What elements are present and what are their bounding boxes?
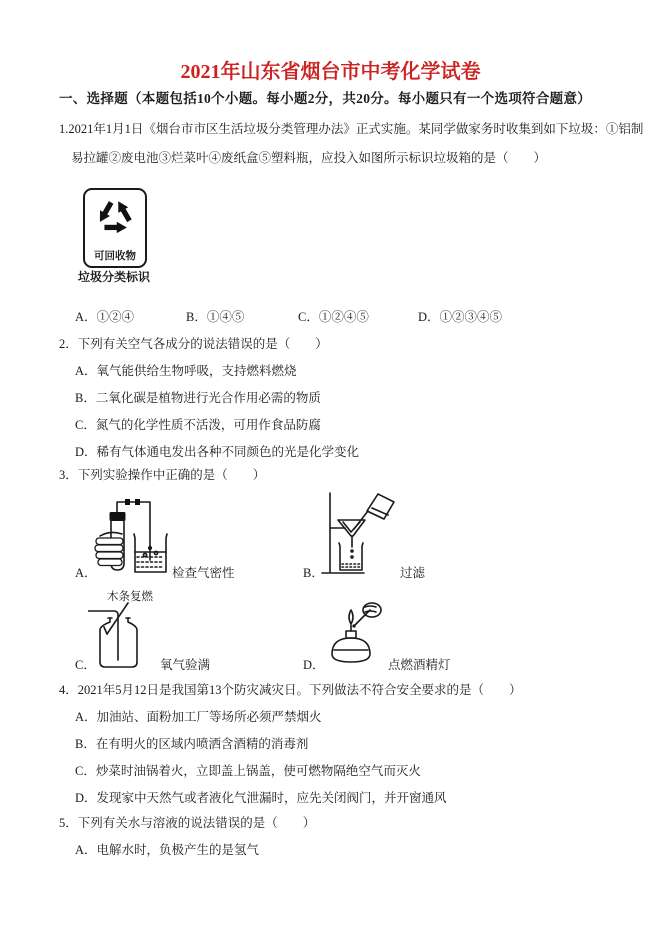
q3-option-a-label: A．: [75, 566, 97, 580]
q1-option-d: D．①②③④⑤: [418, 310, 503, 324]
airtightness-check-figure: [92, 492, 174, 576]
recycle-sign-box: [83, 188, 147, 268]
q3-option-b-caption: 过滤: [400, 566, 426, 580]
q3-option-c-label: C．: [75, 658, 96, 672]
q3-option-d-caption: 点燃酒精灯: [388, 658, 451, 672]
q4-option-a: A．加油站、面粉加工厂等场所必须严禁烟火: [75, 710, 322, 724]
q2-option-b: B．二氧化碳是植物进行光合作用必需的物质: [75, 391, 321, 405]
q2-option-c: C．氮气的化学性质不活泼，可用作食品防腐: [75, 418, 321, 432]
recycle-icon: [92, 194, 138, 238]
question-4-stem: 4．2021年5月12日是我国第13个防灾减灾日。下列做法不符合安全要求的是（ ）: [59, 683, 522, 697]
q3-option-b-label: B．: [303, 566, 324, 580]
q2-option-d: D．稀有气体通电发出各种不同颜色的光是化学变化: [75, 445, 360, 459]
q1-option-a: A．①②④: [75, 310, 135, 324]
q3-option-c-note: 木条复燃: [107, 591, 153, 603]
q3-option-c-caption: 氧气验满: [160, 658, 211, 672]
q2-option-a: A．氧气能供给生物呼吸，支持燃料燃烧: [75, 364, 297, 378]
q4-option-d: D．发现家中天然气或者液化气泄漏时，应先关闭阀门，并开窗通风: [75, 791, 447, 805]
q3-option-d-label: D．: [303, 658, 325, 672]
q4-option-b: B．在有明火的区域内喷洒含酒精的消毒剂: [75, 737, 309, 751]
alcohol-lamp-lighting-figure: [318, 598, 382, 670]
question-1-stem: 1.2021年1月1日《烟台市市区生活垃圾分类管理办法》正式实施。某同学做家务时收集到如下垃圾：①铝制易拉罐②废电池③烂菜叶④废纸盒⑤塑料瓶，应投入如图所示标识垃圾箱的是（ ）: [59, 122, 644, 165]
filtration-figure: [318, 489, 400, 577]
page-title: 2021年山东省烟台市中考化学试卷: [180, 61, 481, 83]
question-5-stem: 5．下列有关水与溶液的说法错误的是（ ）: [59, 816, 316, 830]
q4-option-c: C．炒菜时油锅着火，立即盖上锅盖，使可燃物隔绝空气而灭火: [75, 764, 421, 778]
section-heading: 一、选择题（本题包括10个小题。每小题2分，共20分。每小题只有一个选项符合题意）: [59, 91, 592, 106]
q1-option-c: C．①②④⑤: [298, 310, 369, 324]
recycle-sign-label: 可回收物: [94, 251, 136, 262]
question-2-stem: 2．下列有关空气各成分的说法错误的是（ ）: [59, 337, 328, 351]
question-3-stem: 3．下列实验操作中正确的是（ ）: [59, 468, 266, 482]
oxygen-full-test-figure: [88, 600, 166, 670]
q3-option-a-caption: 检查气密性: [172, 566, 235, 580]
recycle-sign-caption: 垃圾分类标识: [77, 270, 150, 284]
q1-option-b: B．①④⑤: [186, 310, 245, 324]
q5-option-a: A．电解水时，负极产生的是氢气: [75, 843, 260, 857]
